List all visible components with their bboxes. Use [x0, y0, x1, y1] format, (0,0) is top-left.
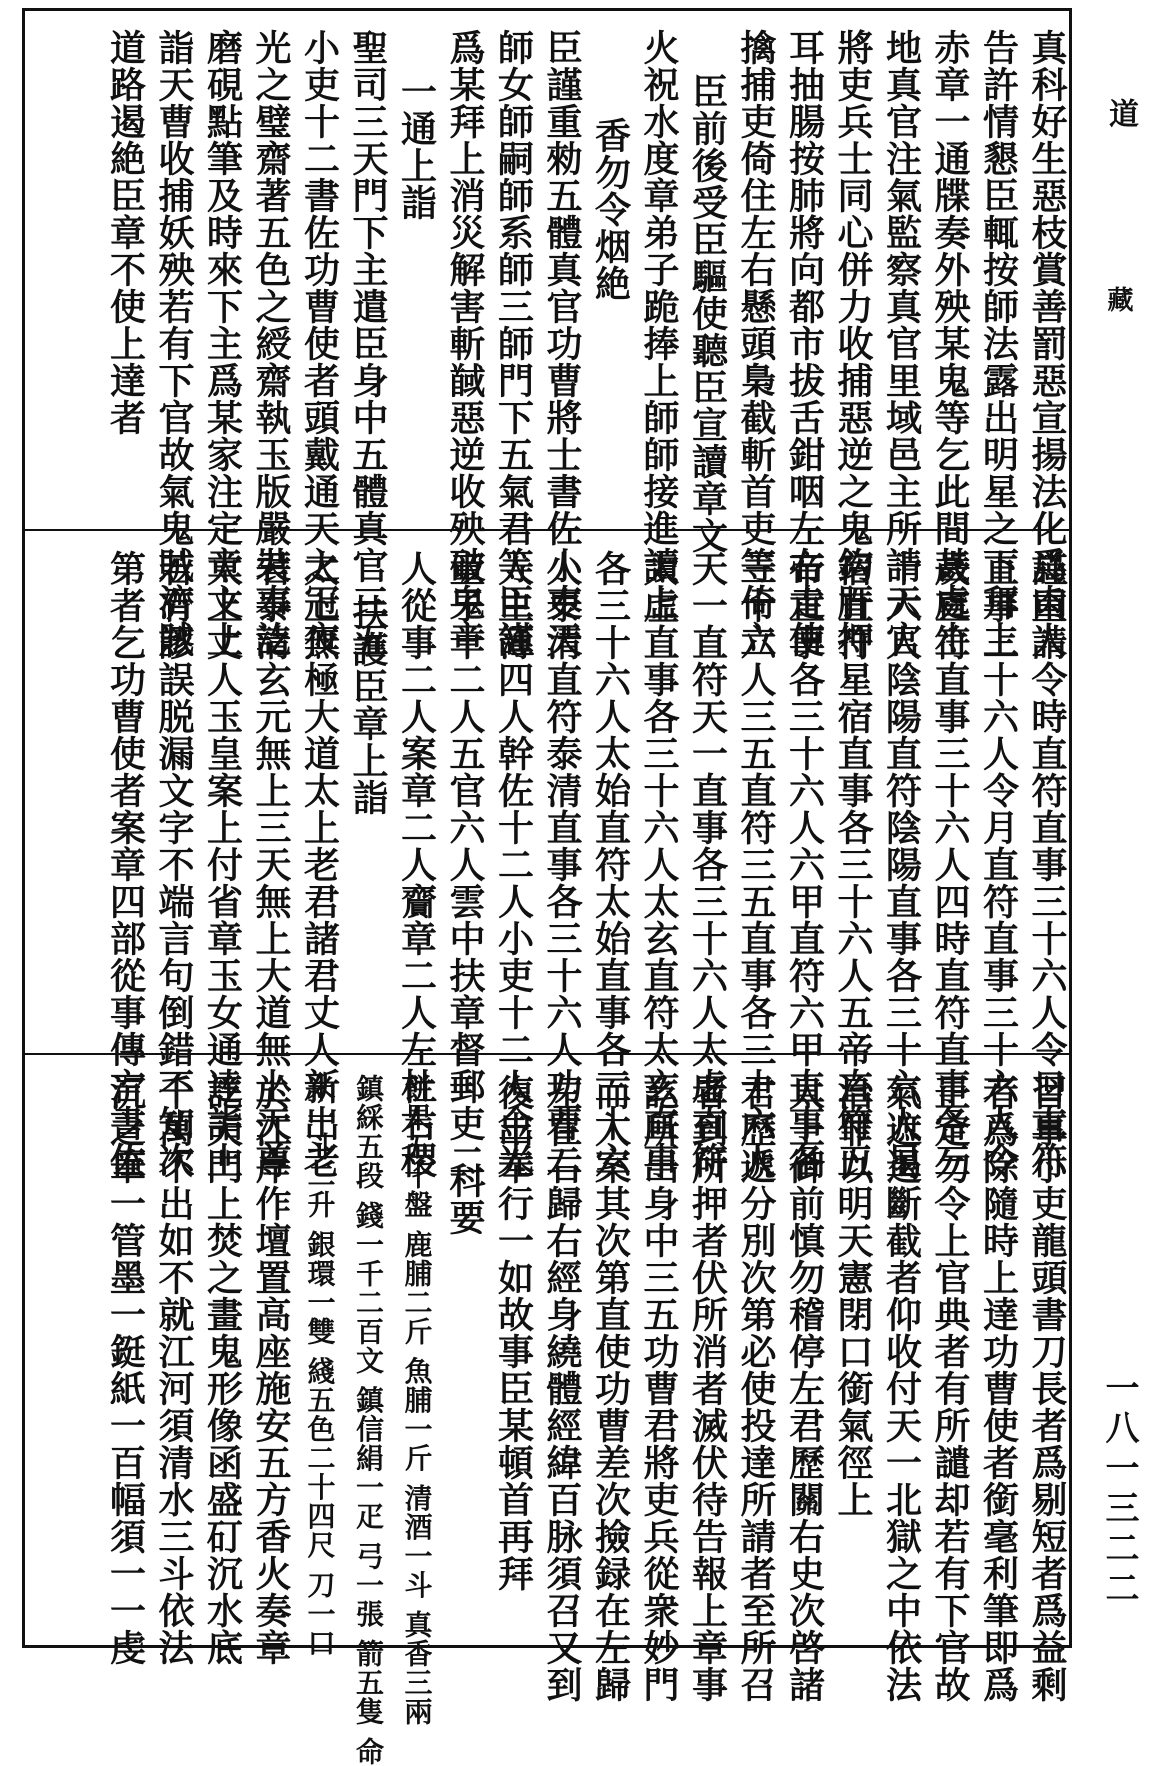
text-column: 聖司三天門下主遣臣身中五體真官三五: [347, 29, 389, 658]
text-column: 磨硯點筆及時來下主爲某家注定章文上: [201, 29, 244, 658]
text-column: 帝直事各三十六人六甲直符六甲直事各: [783, 550, 826, 1179]
text-column: 人泰清直符泰清直事各三十六人功曹二: [541, 550, 583, 1179]
text-column: 十六人陰陽直符陰陽直事各三十六人星: [880, 550, 923, 1179]
text-column: 者爲除隨時上達功曹使者銜毫利筆即爲: [977, 1074, 1020, 1703]
register-bottom: [25, 1056, 1069, 1766]
text-column: 光之璧齋著五色之綬齋執玉版嚴裝事訖: [250, 29, 292, 658]
text-column: 扶護臣章上詣: [347, 594, 389, 816]
text-column: 第者乞功曹使者案章四部從事傳言書佐: [104, 550, 147, 1179]
text-column: 訖所出身中三五功曹君將吏兵從衆妙門: [638, 1074, 680, 1703]
text-column: 爲某拜上消災解害斬馘惡逆收殃破鬼章: [444, 29, 486, 658]
text-column: 告許情懇臣輒按師法露出明星之下拜上: [977, 29, 1020, 658]
text-column: 擒捕吏倚住左右懸頭梟截斬首吏等倚立: [735, 29, 777, 658]
text-column: 太上無極大道太上老君諸君丈人新出老: [298, 550, 341, 1179]
text-column: 童子十二人五官六人雲中扶章督郵吏二: [444, 550, 486, 1179]
text-column: 詣天曹收捕妖殃若有下官故氣鬼賊濟賊: [153, 29, 195, 658]
collection-label: 道: [1103, 98, 1138, 128]
text-column: 氣遮遏斷截者仰收付天一北獄之中依法: [880, 1074, 923, 1703]
page-number: 一八一三二二: [1099, 1370, 1139, 1610]
text-column: 者到所押者伏所消者滅伏待告報上章事: [686, 1074, 729, 1703]
text-column: 沉之筆一管墨一鋌紙一百幅須一一虔: [104, 1074, 147, 1666]
text-column: 一通上詣: [395, 73, 438, 221]
text-column: 香勿令烟絶: [589, 117, 632, 302]
page-frame: [22, 8, 1072, 1766]
register-top: [25, 11, 1069, 658]
text-column: 天一直符天一直事各三十六人太虛直符: [686, 550, 729, 1179]
text-column: 人從事二人案章二人齎章二人左杜右稷: [395, 550, 438, 1179]
text-column: 太虛直事各三十六人太玄直符太玄直事: [638, 550, 680, 1179]
register-divider-2: [25, 1053, 1069, 1055]
text-column: 直事三十六人令月直符直事三十六人令: [977, 550, 1020, 1179]
text-column: 將吏兵士同心併力收捕惡逆之鬼鈎肝押: [832, 29, 874, 658]
text-column: 若有謬誤脱漏文字不端言句倒錯不知次: [153, 550, 195, 1179]
text-column: 歲直符直事三十六人四時直符直事各三: [929, 550, 971, 1179]
text-column: 千萬不出如不就江河須清水三斗依法: [153, 1074, 195, 1666]
collection-sub-label: 藏: [1103, 286, 1133, 312]
text-column: 人主簿四人幹佐十二人小吏十二人金光: [492, 550, 535, 1179]
text-column: 鎮綵五段 錢一千二百文 鎮信絹一疋 弓一張 箭五隻 命: [352, 1074, 385, 1766]
text-column: 各三十六人太始直符太始直事各三十六: [589, 550, 632, 1179]
register-middle: [25, 532, 1069, 1179]
text-column: 宿直符星宿直事各三十六人五帝直符五: [832, 550, 874, 1179]
text-column: 復出奉行一如故事臣某頓首再拜: [492, 1074, 535, 1592]
text-column: 真科好生惡枝賞善罰惡宣揚法化爲肉人: [1026, 29, 1068, 658]
text-column: 赤章一通牒奏外殃某鬼等乞此間甚處土: [929, 29, 971, 658]
text-column: 餅果五十盤 鹿脯二斤 魚脯一斤 清酒一斗 真香三兩: [400, 1074, 434, 1726]
text-column: 太上丈人玉皇案上付省章玉女通達詣上: [201, 550, 244, 1179]
text-column: 太上御前慎勿稽停左君歷關右史次啓諸: [783, 1074, 826, 1703]
text-column: 君歷遞分別次第必使投達所請者至所召: [735, 1074, 777, 1703]
text-column: 君泰清玄元無上三天無上大道無上天尊: [250, 550, 292, 1179]
text-column: 於江岸作壇置高座施安五方香火奏章: [250, 1074, 292, 1666]
text-column: 師女師嗣師系師三師門下五氣君等臣謹: [492, 29, 535, 658]
text-column: 米一斗二升 銀環一雙 綫五色二十四尺 刀一口: [303, 1074, 337, 1658]
register-divider-1: [25, 529, 1069, 531]
text-column: 正定勿令上官典者有所譴却若有下官故: [929, 1074, 971, 1703]
text-column: 科要: [444, 1162, 486, 1236]
text-column: 耳抽腸按肺將向都市拔舌鉗咽左右走使: [783, 29, 826, 658]
text-column: 道路遏絶臣章不使上達者: [104, 29, 147, 436]
text-column: 治罪以明天憲閉口銜氣徑上: [832, 1074, 874, 1518]
text-column: 臣謹重勑五體真官功曹將士書佐小吏天: [541, 29, 583, 658]
text-column: 火祝水度章弟子跪捧上師師接進讀上: [638, 29, 680, 621]
text-column: 左在右歸右經身繞體經緯百脉須召又到: [541, 1074, 583, 1703]
text-column: 三十六人三五直符三五直事各三十六人: [735, 550, 777, 1179]
text-column: 習事小吏龍頭書刀長者爲剔短者爲益剩: [1026, 1074, 1068, 1703]
text-column: 地真官注氣監察真官里域邑主所請天官: [880, 29, 923, 658]
text-column: 訖天門上焚之畫鬼形像函盛矴沉水底: [201, 1074, 244, 1666]
text-column: 而入案其次第直使功曹差次撿録在左歸: [589, 1074, 632, 1703]
text-column: 小吏十二書佐功曹使者頭戴通天之冠夜: [298, 29, 341, 658]
text-column: 謹重請令時直符直事三十六人令日直符: [1026, 550, 1068, 1179]
text-column: 臣前後受臣驅使聽臣宣讀章文: [686, 73, 729, 554]
